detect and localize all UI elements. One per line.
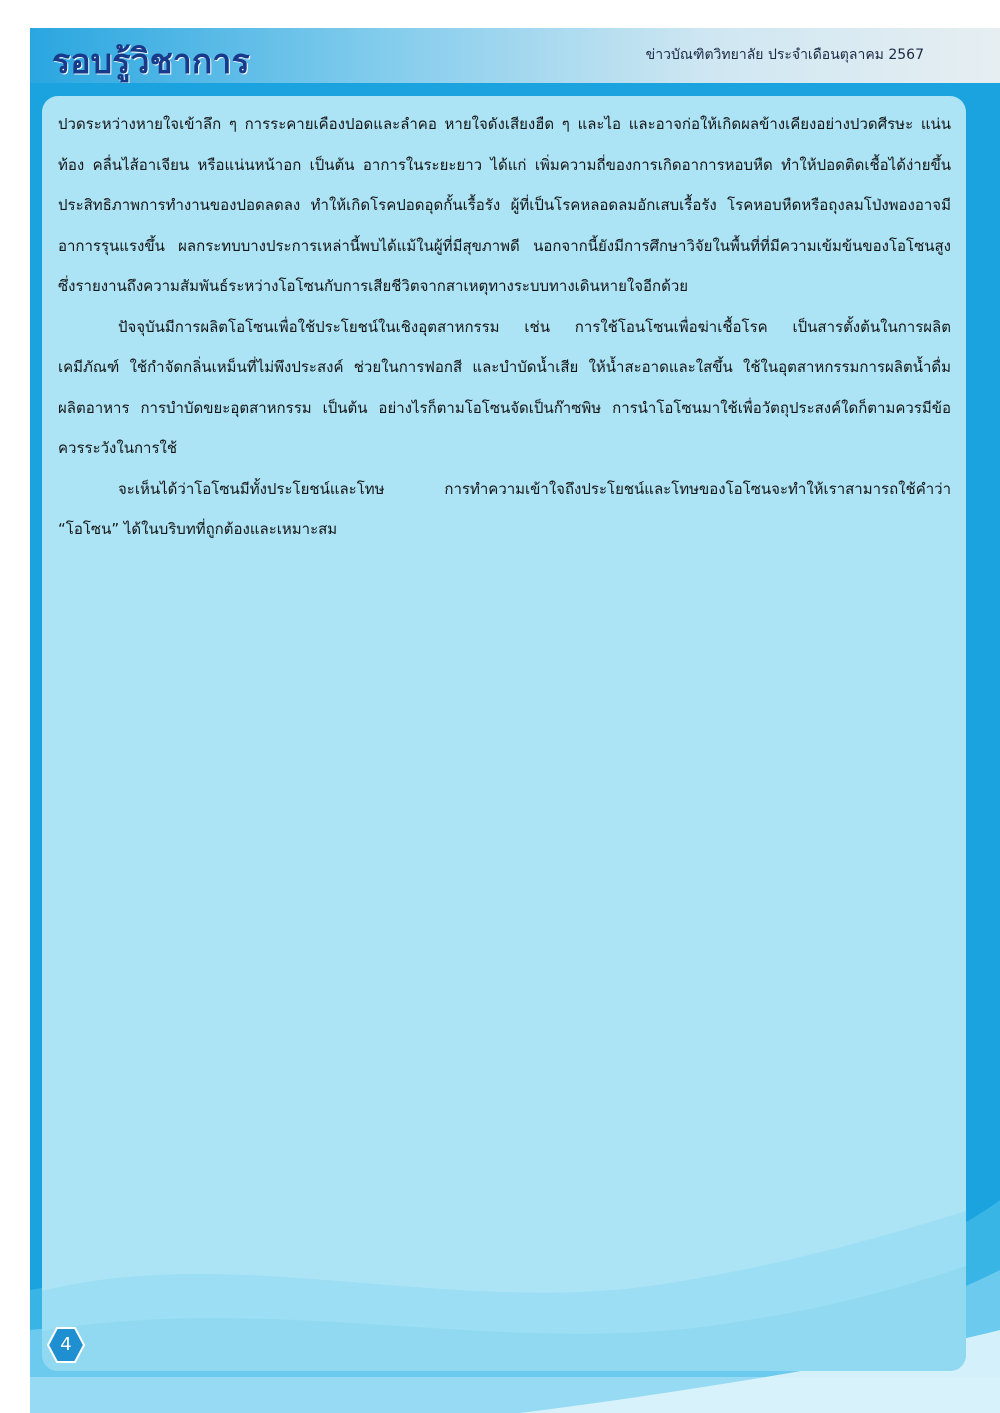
page-number: 4 <box>60 1334 72 1355</box>
panel-wave-decoration <box>42 1171 966 1371</box>
paragraph-1: ปวดระหว่างหายใจเข้าลึก ๆ การระคายเคืองปอดและลำคอ หายใจดังเสียงฮืด ๆ และไอ และอาจก่อให้เกิดผลข้างเคียงอย่างปวดศีรษะ แน่นท้อง คลื่นไส้อาเจียน หรือแน่นหน้าอก เป็นต้น อาการในระยะยาว ได้แก่ เพิ่มความถี่ของการเกิดอาการหอบหืด ทำให้ปอดติดเชื้อได้ง่ายขึ้น ประสิทธิภาพการทำงานของปอดลดลง ทำให้เกิดโรคปอดอุดกั้นเรื้อรัง ผู้ที่เป็นโรคหลอดลมอักเสบเรื้อรัง โรคหอบหืดหรือถุงลมโป่งพองอาจมีอาการรุนแรงขึ้น ผลกระทบบางประการเหล่านี้พบได้แม้ในผู้ที่มีสุขภาพดี นอกจากนี้ยังมีการศึกษาวิจัยในพื้นที่ที่มีความเข้มข้นของโอโซนสูง ซึ่งรายงานถึงความสัมพันธ์ระหว่างโอโซนกับการเสียชีวิตจากสาเหตุทางระบบทางเดินหายใจอีกด้วย <box>58 115 951 295</box>
issue-info: ข่าวบัณฑิตวิทยาลัย ประจำเดือนตุลาคม 2567 <box>645 47 924 63</box>
paragraph-2: ปัจจุบันมีการผลิตโอโซนเพื่อใช้ประโยชน์ในเชิงอุตสาหกรรม เช่น การใช้โอนโซนเพื่อฆ่าเชื้อโรค เป็นสารตั้งต้นในการผลิตเคมีภัณฑ์ ใช้กำจัดกลิ่นเหม็นที่ไม่พึงประสงค์ ช่วยในการฟอกสี และบำบัดน้ำเสีย ให้น้ำสะอาดและใสขึ้น ใช้ในอุตสาหกรรมการผลิตน้ำดื่ม ผลิตอาหาร การบำบัดขยะอุตสาหกรรม เป็นต้น อย่างไรก็ตามโอโซนจัดเป็นก๊าซพิษ การนำโอโซนมาใช้เพื่อวัตถุประสงค์ใดก็ตามควรมีข้อควรระวังในการใช้ <box>58 317 951 457</box>
content-panel <box>42 96 966 1371</box>
article-body <box>58 104 951 550</box>
paragraph-3: จะเห็นได้ว่าโอโซนมีทั้งประโยชน์และโทษ การทำความเข้าใจถึงประโยชน์และโทษของโอโซนจะทำให้เราสามารถใช้คำว่า “โอโซน” ได้ในบริบทที่ถูกต้องและเหมาะสม <box>58 479 951 538</box>
section-title: รอบรู้วิชาการ <box>52 42 250 82</box>
